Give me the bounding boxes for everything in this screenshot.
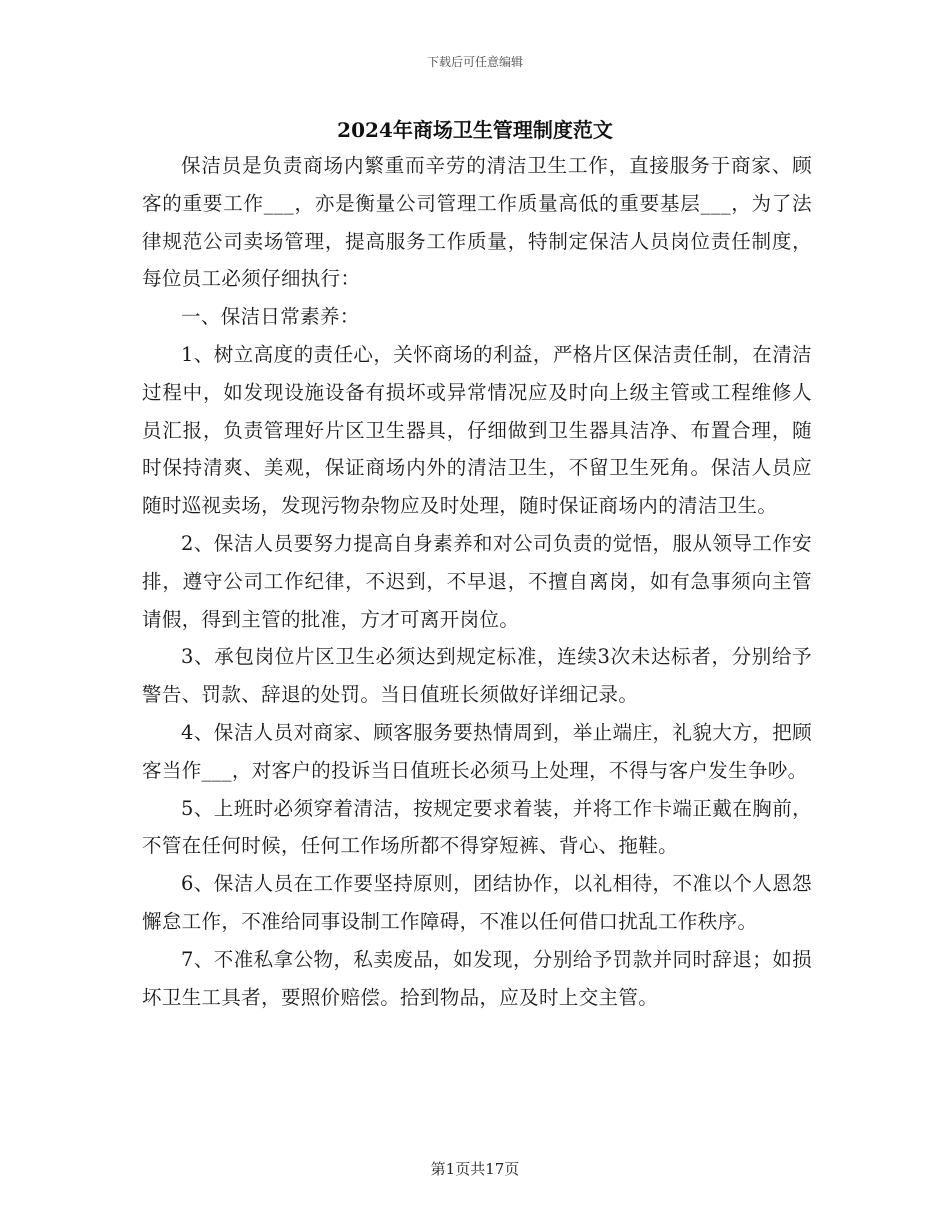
section-heading: 一、保洁日常素养： bbox=[181, 305, 360, 329]
rule-item-2: 2、保洁人员要努力提高自身素养和对公司负责的觉悟，服从领导工作安排，遵守公司工作纪律，不迟到，不早退，不擅自离岗，如有急事须向主管请假，得到主管的批准，方才可离开岗位。 bbox=[142, 531, 812, 631]
rule-item-6: 6、保洁人员在工作要坚持原则，团结协作，以礼相待，不准以个人恩怨懈怠工作，不准给同事设制工作障碍，不准以任何借口扰乱工作秩序。 bbox=[142, 872, 812, 933]
document-title: 2024年商场卫生管理制度范文 bbox=[337, 118, 613, 142]
rule-item-5: 5、上班时必须穿着清洁，按规定要求着装，并将工作卡端正戴在胸前，不管在任何时候，任何工作场所都不得穿短裤、背心、拖鞋。 bbox=[142, 796, 812, 858]
page-footer: 第1页共17页 bbox=[430, 1160, 520, 1178]
header-note: 下载后可任意编辑 bbox=[426, 55, 523, 69]
document-body bbox=[142, 147, 812, 1016]
intro-paragraph: 保洁员是负责商场内繁重而辛劳的清洁卫生工作，直接服务于商家、顾客的重要工作___，亦是衡量公司管理工作质量高低的重要基层___，为了法律规范公司卖场管理，提高服务工作质量，特制定保洁人员岗位责任制度，每位员工必须仔细执行： bbox=[142, 154, 812, 291]
rule-item-7: 7、不准私拿公物，私卖废品，如发现，分别给予罚款并同时辞退；如损坏卫生工具者，要照价赔偿。拾到物品，应及时上交主管。 bbox=[142, 947, 812, 1009]
rule-item-4: 4、保洁人员对商家、顾客服务要热情周到，举止端庄，礼貌大方，把顾客当作___，对客户的投诉当日值班长必须马上处理，不得与客户发生争吵。 bbox=[142, 720, 812, 782]
rule-item-1: 1、树立高度的责任心，关怀商场的利益，严格片区保洁责任制，在清洁过程中，如发现设施设备有损坏或异常情况应及时向上级主管或工程维修人员汇报，负责管理好片区卫生器具，仔细做到卫生器具洁净、布置合理，随时保持清爽、美观，保证商场内外的清洁卫生，不留卫生死角。保洁人员应随时巡视卖场，发现污物杂物应及时处理，随时保证商场内的清洁卫生。 bbox=[142, 342, 812, 518]
rule-item-3: 3、承包岗位片区卫生必须达到规定标准，连续3次未达标者，分别给予警告、罚款、辞退的处罚。当日值班长须做好详细记录。 bbox=[142, 645, 812, 707]
